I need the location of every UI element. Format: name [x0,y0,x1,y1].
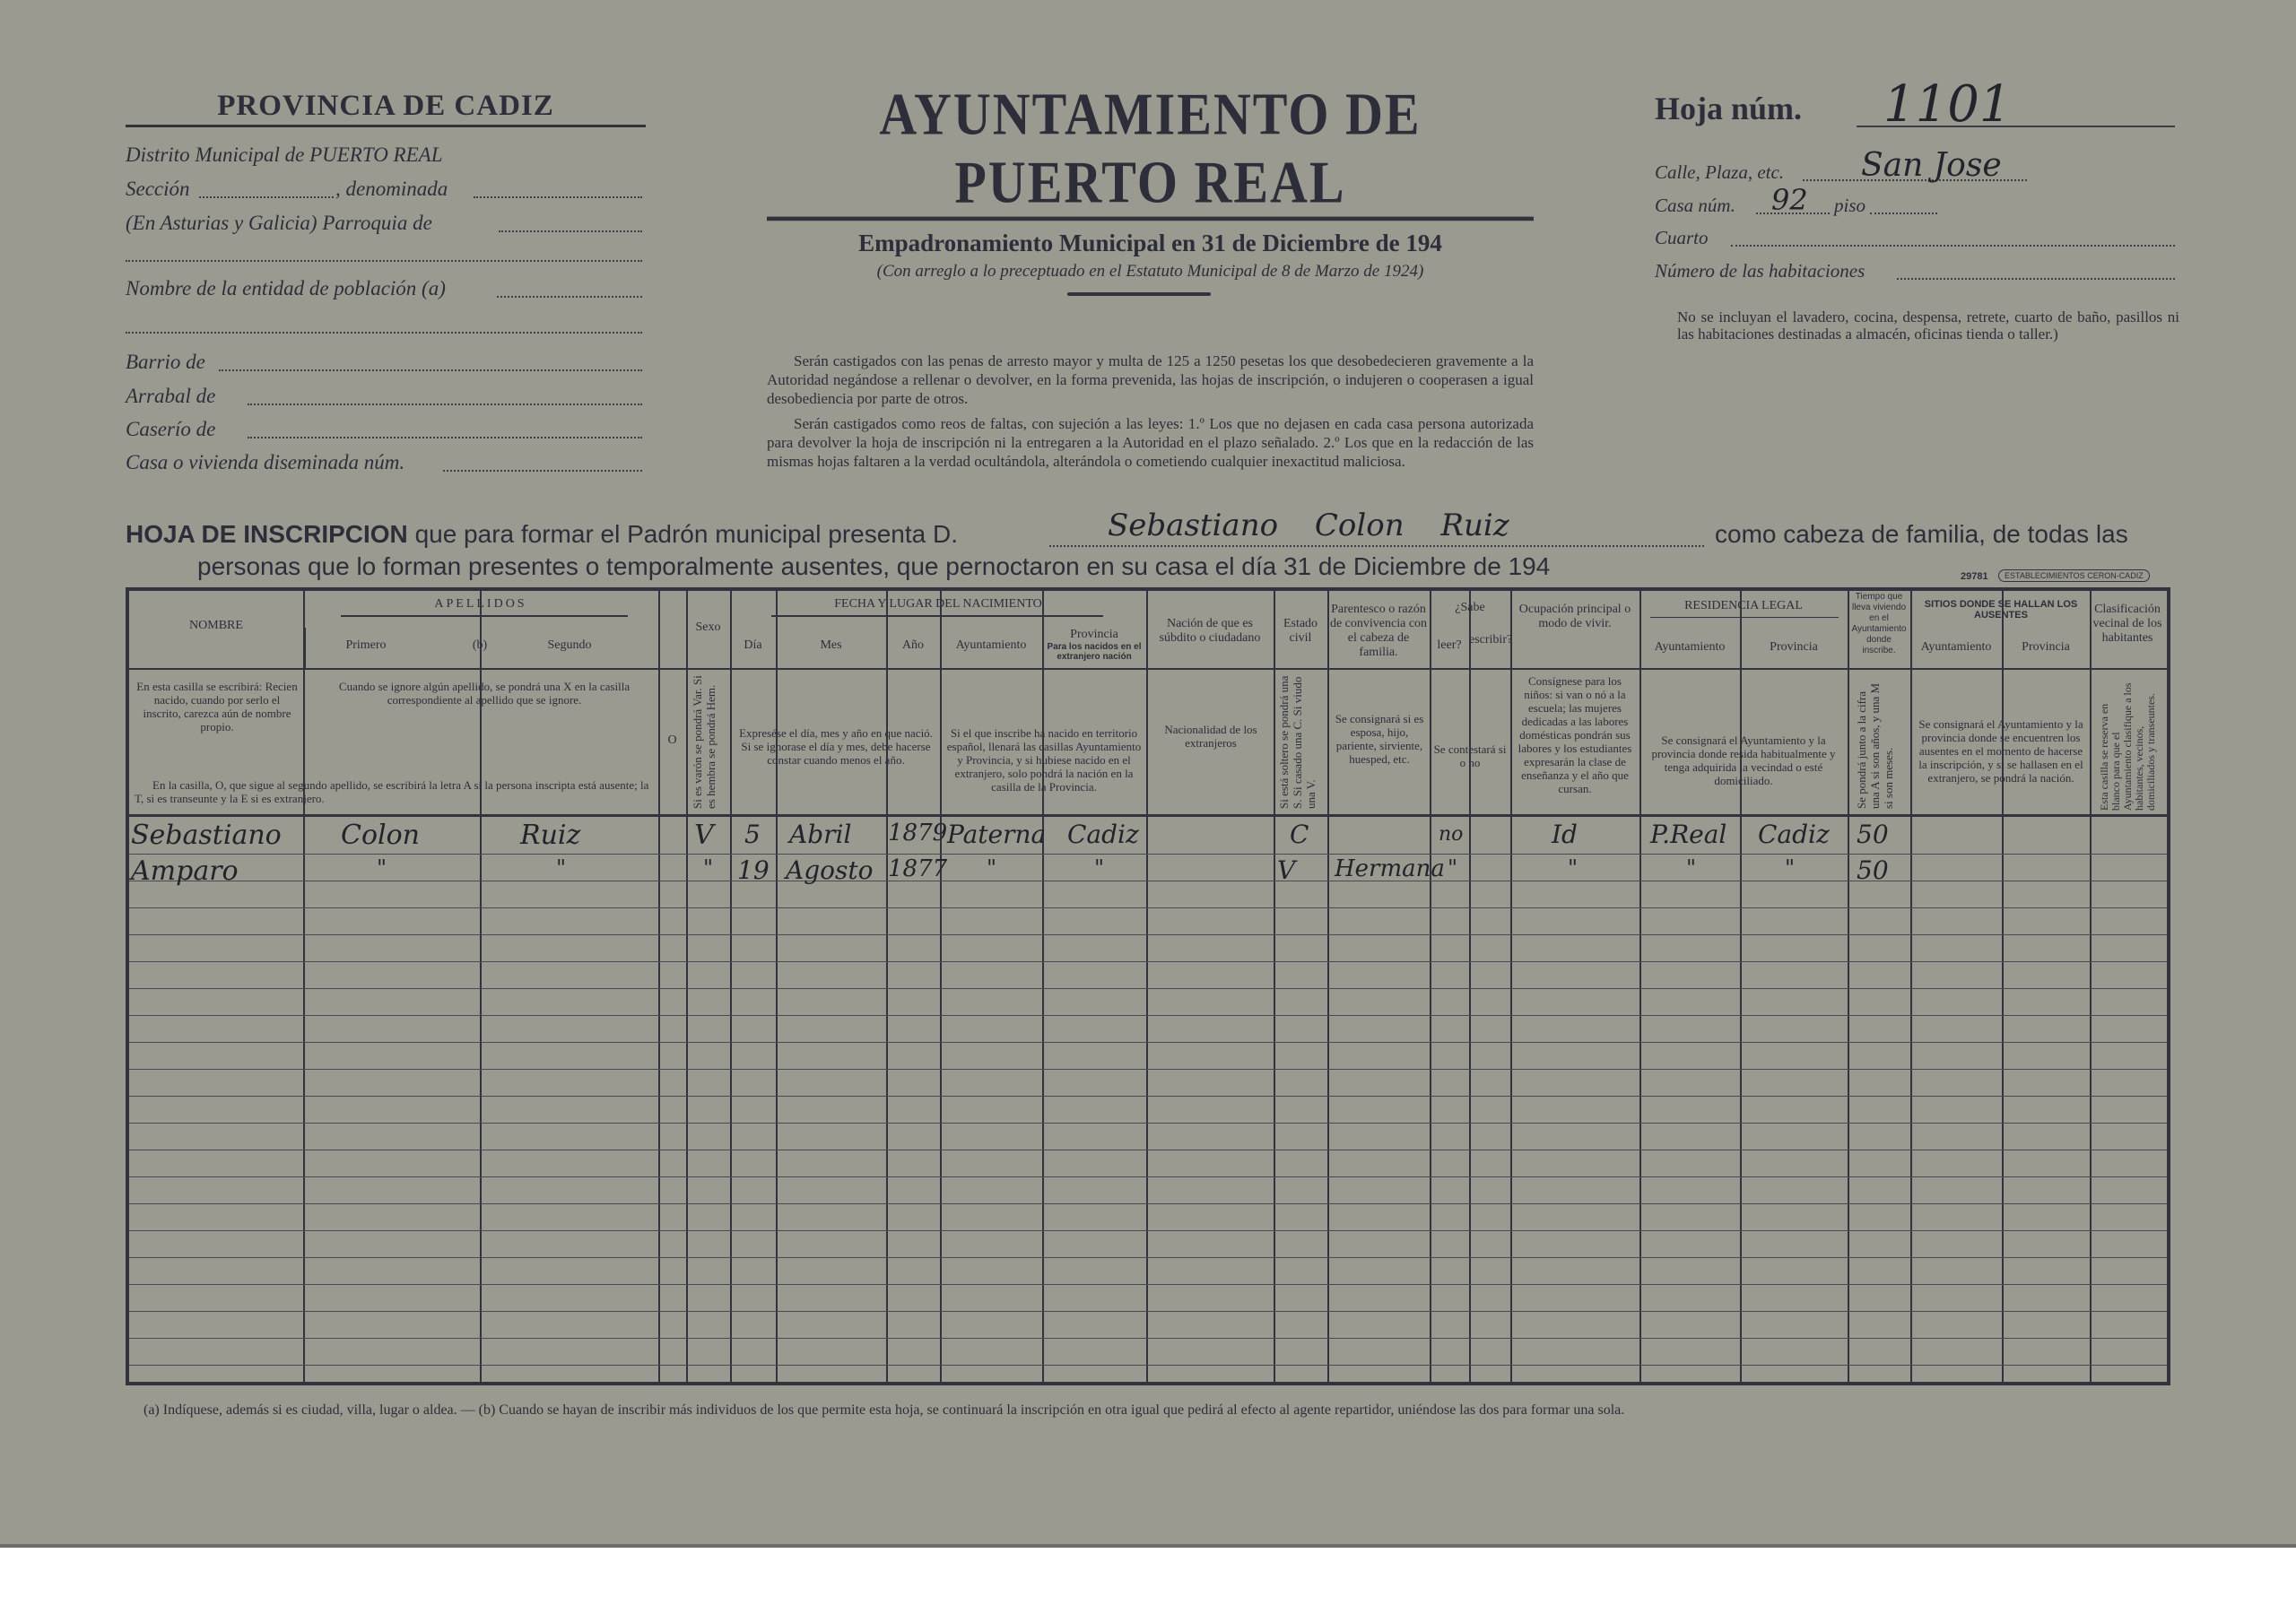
col-escribir-header: escribir? [1469,633,1513,647]
col-line [730,587,732,1385]
residencia-instruction: Se consignará el Ayuntamiento y la provincia donde resida habitualmente y tenga adquirida la vecindad o esté domiciliado. [1651,733,1836,787]
col-estado-header: Estado civil [1283,617,1318,645]
col-line [1274,587,1275,1385]
hoja-num-label: Hoja núm. [1655,91,1803,126]
row-line [129,1096,2167,1097]
row-line [129,1257,2167,1258]
col-line [1327,587,1329,1385]
habitaciones-line [1897,278,2175,280]
distrito-label: Distrito Municipal de PUERTO REAL [126,143,443,166]
sabe-instruction: Se contestará si o no [1433,742,1507,769]
apellidos-instruction: Cuando se ignore algún apellido, se pondrá una X en la casilla correspondiente al apellido que se ignore. [338,680,631,707]
row-2-dia: 19 [737,855,770,885]
seccion-line [199,196,334,198]
row-line [129,1284,2167,1285]
row-line [129,1042,2167,1043]
footer-note: (a) Indíquese, además si es ciudad, villa, lugar o aldea. — (b) Cuando se hayan de inscribir más individuos de los que permite esta hoja, se continuará la inscripción en otra igual que pedirá al efecto al agente repartidor, uniéndose las dos para formar una sola. [144,1402,1625,1418]
row-line [129,1338,2167,1339]
denominada-label: , denominada [335,178,448,200]
row-line [129,988,2167,989]
casa-num-value: 92 [1771,183,1808,217]
col-line [303,587,305,1385]
col-parentesco-header: Parentesco o razón de convivencia con el cabeza de familia. [1329,603,1428,659]
casa-num-label: Casa núm. [1655,195,1735,216]
row-2-estado: V [1277,855,1296,885]
col-segundo-header: Segundo [547,638,592,652]
inscription-line-1 [126,520,958,549]
row-2-segundo: " [556,855,567,881]
residencia-rule [1650,617,1839,618]
sexo-instruction: Si es varón se pondrá Var. Si es hembra se pondrá Hem. [691,675,718,809]
col-sabe-header: ¿Sabe [1455,601,1485,614]
estatuto-note: (Con arreglo a lo preceptuado en el Estatuto Municipal de 8 de Marzo de 1924) [876,262,1424,281]
fecha-instruction: Expresése el día, mes y año en que nació. Si se ignorase el día y mes, debe hacerse constar cuando menos el año. [739,726,933,767]
apellidos-rule [341,615,628,617]
col-primero-header: Primero [345,638,387,652]
parroquia-label: (En Asturias y Galicia) Parroquia de [126,212,432,234]
row-1-anio: 1879 [888,820,948,846]
col-line [686,587,688,1385]
col-anio-header: Año [901,638,925,652]
parentesco-instruction: Se consignará si es esposa, hijo, pariente, sirviente, huesped, etc. [1335,712,1424,766]
hoja-num-value: 1101 [1883,75,2012,134]
printer-number: 29781 [1961,571,1988,582]
lugar-instruction: Si el que inscribe ha nacido en territorio español, llenará las casillas Ayuntamiento y Provincia, y si hubiese nacido en el extranjero, solo pondrá la nación en la casilla de la Provincia. [946,726,1142,794]
inscription-line-2: personas que lo forman presentes o temporalmente ausentes, que pernoctaron en su casa el día 31 de Diciembre de 194 [197,552,1551,580]
row-line [129,1176,2167,1177]
piso-label: piso [1834,195,1866,216]
row-2-res-prov: " [1785,855,1796,881]
row-2-mes: Agosto [786,855,874,885]
col-line [2002,587,2004,1385]
row-line [129,934,2167,935]
row-1-sexo: V [694,820,714,851]
row-1-segundo: Ruiz [520,820,581,851]
clasificacion-instruction: Esta casilla se reserva en blanco para que el Ayuntamiento clasifique a los habitantes, vecinos, domiciliados y transeuntes. [2098,682,2157,811]
row-line [129,907,2167,908]
row-1-ocupacion: Id [1552,820,1578,849]
col-line [658,587,660,1385]
entidad-line [497,296,642,298]
tiempo-instruction: Se pondrá junto a la cifra una A si son años, y una M si son meses. [1855,682,1895,809]
col-nombre-header: NOMBRE [189,619,243,632]
cuarto-label: Cuarto [1655,227,1709,248]
row-2-primero: " [377,855,387,881]
row-2-ayto: " [987,855,997,881]
presenter-name: Sebastiano Colon Ruiz [1108,508,1509,543]
row-1-dia: 5 [744,820,761,849]
col-line [1430,587,1431,1385]
provincia-title: PROVINCIA DE CADIZ [126,90,646,127]
row-1-res-prov: Cadiz [1758,820,1830,849]
col-dia-header: Día [744,638,762,652]
col-line [776,587,778,1385]
entidad-label: Nombre de la entidad de población (a) [126,277,446,299]
col-line [940,587,942,1385]
row-2-ocupacion: " [1568,855,1578,881]
col-line [1639,587,1641,1385]
row-line [129,1015,2167,1016]
casa-vivienda-label: Casa o vivienda diseminada núm. [126,451,405,473]
col-line [1469,587,1471,1385]
row-1-ayto: Paterna [947,820,1047,849]
col-fecha-lugar-header: FECHA Y LUGAR DEL NACIMIENTO [834,597,1042,611]
cuarto-line [1731,245,2175,247]
penalty-paragraph-2: Serán castigados como reos de faltas, con sujeción a las leyes: 1.º Los que no dejasen en cada casa persona autorizada para devolver la hoja de inscripción ni la entregaren a la Autoridad en el plazo señalado. 2.º Los que en la redacción de las mismas hojas faltaren a la verdad ocultándola, alterándola o cometiendo cualquier inexactitud maliciosa. [767,415,1534,470]
printer-mark: ESTABLECIMIENTOS CERON-CADIZ [1998,569,2150,582]
nombre-instruction: En esta casilla se escribirá: Recien nacido, cuando por serlo el inscrito, carezca aún de nombre propio. [136,680,298,733]
col-b-header: (b) [472,638,488,652]
row-1-estado: C [1290,820,1309,849]
col-line [480,587,482,1385]
barrio-line [219,369,642,371]
habitaciones-label: Número de las habitaciones [1655,260,1866,282]
row-line [129,1311,2167,1312]
col-mes-header: Mes [820,638,842,652]
row-1-mes: Abril [789,820,852,849]
col-line [1042,587,1044,1385]
col-sexo-header: Sexo [695,621,721,634]
empadronamiento-subtitle: Empadronamiento Municipal en 31 de Diciembre de 194 [858,230,1442,256]
instruction-bottom-line [126,814,2170,817]
col-tiempo-header: Tiempo que lleva viviendo en el Ayuntamiento donde inscribe. [1851,592,1907,655]
row-line [129,1365,2167,1366]
row-2-sexo: " [703,855,714,881]
row-2-res-ayto: " [1686,855,1697,881]
header-bottom-line [126,668,2170,670]
col-line [2090,587,2092,1385]
parroquia-line-2 [126,260,642,262]
row-line [129,1123,2167,1124]
col-line [1146,587,1148,1385]
sitios-instruction: Se consignará el Ayuntamiento y la provincia donde se encuentren los ausentes en el momento de hacerse la inscripción, y si se hallasen en el extranjero, se pondrá la nación. [1918,717,2083,785]
denominada-line [474,196,642,198]
ocupacion-instruction: Consígnese para los niños: si van o nó a la escuela; las mujeres dedicadas a las labores domésticas pondrán sus labores y los estudiantes expresarán la clase de enseñanza y el año que cursan. [1518,674,1632,795]
col-residencia-header: RESIDENCIA LEGAL [1684,599,1803,612]
row-2-prov: " [1094,855,1105,881]
inscription-cabeza-text: como cabeza de familia, de todas las [1715,520,2128,548]
calle-label: Calle, Plaza, etc. [1655,161,1785,183]
col-sit-prov-header: Provincia [2022,640,2070,654]
row-2-tiempo: 50 [1857,855,1889,885]
col-provincia-header: Provincia [1070,628,1118,641]
col-res-prov-header: Provincia [1770,640,1818,654]
col-sit-ayto-header: Ayuntamiento [1920,640,1992,654]
arrabal-line [248,404,642,405]
col-leer-header: leer? [1437,638,1462,652]
row-1-sabe: no [1439,823,1464,846]
col-sitios-header: SITIOS DONDE SE HALLAN LOS AUSENTES [1924,599,2078,621]
col-provincia-subheader: Para los nacidos en el extranjero nación [1047,642,1142,662]
penalty-paragraph-1: Serán castigados con las penas de arresto mayor y multa de 125 a 1250 pesetas los que desobedecieren gravemente a la Autoridad negándose a rellenar o devolver, en la forma prevenida, las hojas de inscripción, o indujeren o cooperasen a igual desobediencia por parte de otros. [767,352,1534,407]
row-line [129,961,2167,962]
row-1-res-ayto: P.Real [1650,820,1727,849]
entidad-line-2 [126,332,642,334]
col-apellidos-header: APELLIDOS [434,597,527,611]
habitaciones-note: No se incluyan el lavadero, cocina, despensa, retrete, cuarto de baño, pasillos ni las habitaciones destinadas a almacén, oficinas tienda o taller.) [1677,308,2179,343]
estado-instruction: Si está soltero se pondrá una S. Si casado una C. Si viudo una V. [1277,675,1318,809]
col-line [1510,587,1512,1385]
row-line [129,1230,2167,1231]
col-res-ayto-header: Ayuntamiento [1654,640,1726,654]
col-line [1848,587,1849,1385]
caserio-line [248,437,642,438]
arrabal-label: Arrabal de [126,385,216,407]
piso-line [1870,213,1937,214]
ornament-divider [1067,292,1211,296]
row-2-sabe: " [1448,855,1458,881]
col-line [886,587,888,1385]
row-2-parentesco: Hermana [1335,855,1445,882]
row-1-tiempo: 50 [1857,820,1889,849]
o-column-letter: O [667,733,677,747]
caserio-label: Caserío de [126,418,216,440]
row-1-prov: Cadiz [1067,820,1139,849]
col-nacion-header: Nación de que es súbdito o ciudadano [1159,617,1261,645]
casa-vivienda-line [443,470,642,472]
col-ocupacion-header: Ocupación principal o modo de vivir. [1518,603,1631,630]
row-1-primero: Colon [341,820,420,851]
row-1-nombre: Sebastiano [131,820,282,851]
ayuntamiento-title: AYUNTAMIENTO DE PUERTO REAL [767,81,1534,221]
row-2-anio: 1877 [888,855,948,882]
casilla-o-instruction: En la casilla, O, que sigue al segundo apellido, se escribirá la letra A si la persona inscripta está ausente; la T, si es transeunte y la E si es extranjero. [135,778,649,805]
calle-value: San Jose [1861,147,2002,184]
col-line [1910,587,1912,1385]
col-ayuntamiento-header: Ayuntamiento [955,638,1027,652]
row-line [129,1203,2167,1204]
inscription-presenta-text: que para formar el Padrón municipal presenta D. [414,520,958,548]
row-line [129,854,2167,855]
row-2-nombre: Amparo [131,855,239,887]
col-clasificacion-header: Clasificación vecinal de los habitantes [2092,603,2162,645]
presenter-line [1049,545,1704,547]
fecha-rule [771,615,1103,617]
seccion-label: Sección [126,178,190,200]
inscription-heading: HOJA DE INSCRIPCION [126,520,408,548]
barrio-label: Barrio de [126,351,205,373]
row-line [129,1069,2167,1070]
parroquia-line [499,230,642,232]
col-line [1740,587,1742,1385]
nacion-instruction: Nacionalidad de los extranjeros [1164,723,1257,750]
